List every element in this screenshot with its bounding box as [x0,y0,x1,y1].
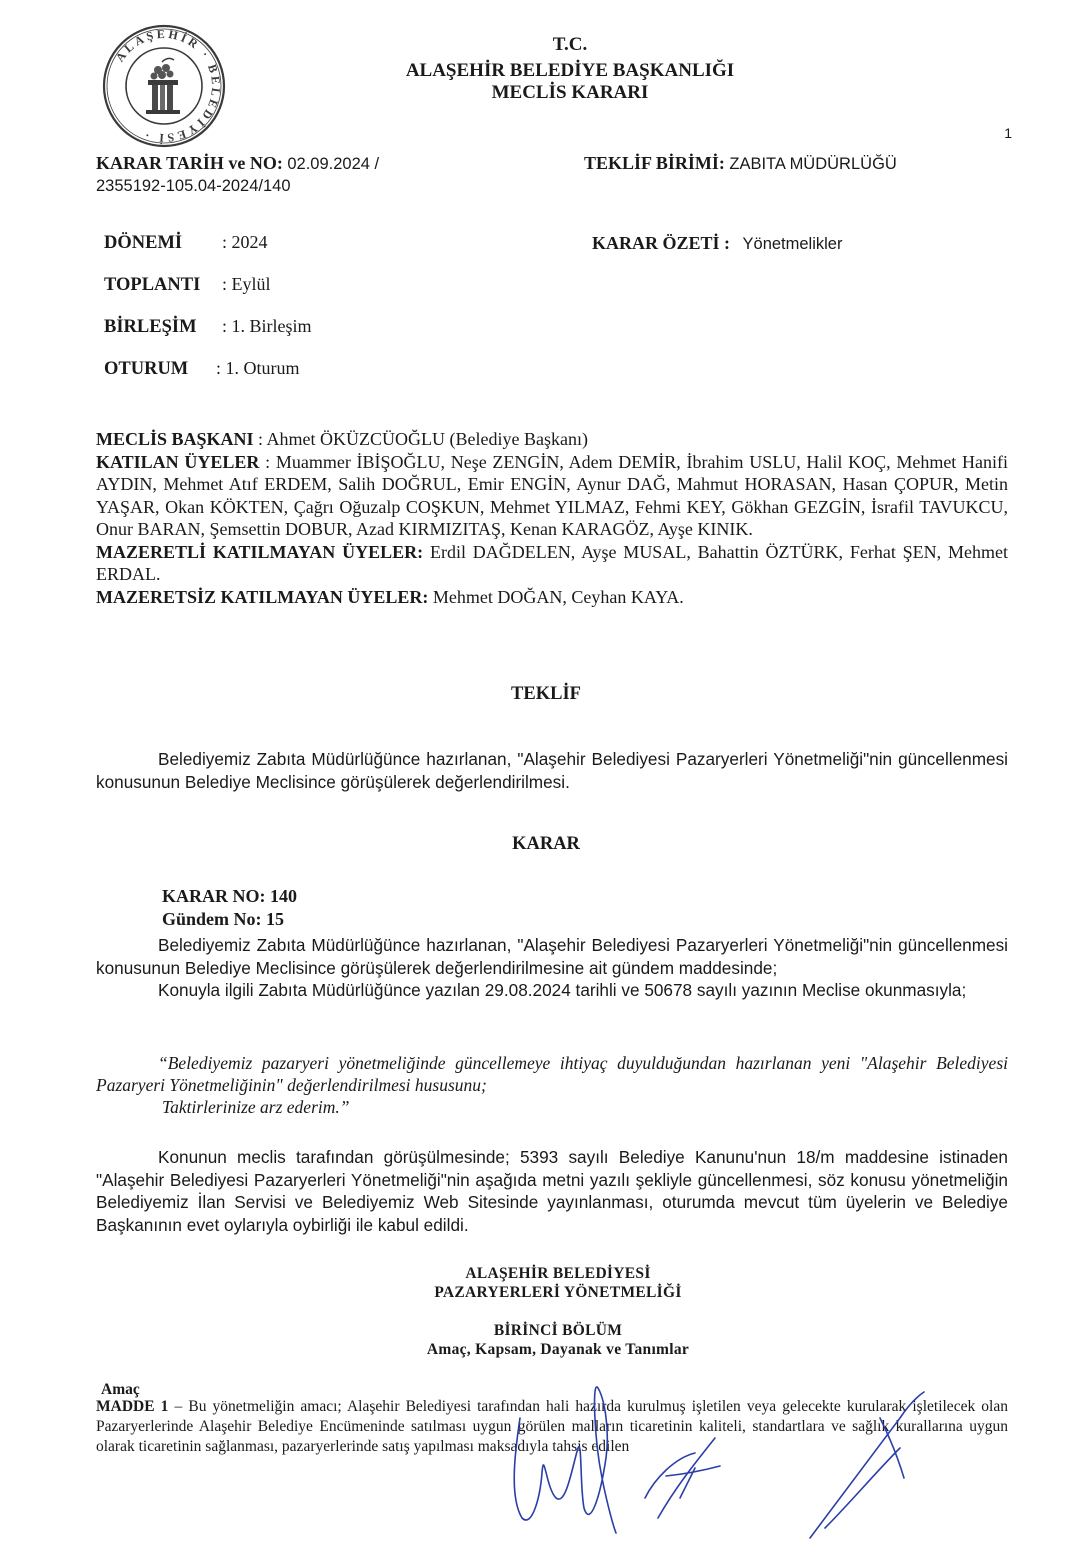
toplanti-label: TOPLANTI [104,275,201,295]
signature-3 [810,1392,924,1538]
seal-text: ALAŞEHİR · BELEDİYESİ · [112,26,224,146]
katilan-uyeler-value: : Muammer İBİŞOĞLU, Neşe ZENGİN, Adem DEMİR, İbrahim USLU, Halil KOÇ, Mehmet Hanifi AYDIN, Mehmet Atıf ERDEM, Salih DOĞRUL, Emir ENGİN, Aynur DAĞ, Mahmut HORASAN, Hasan ÇOPUR, Metin YAŞAR, Okan KÖKTEN, Çağrı Oğuzalp COŞKUN, Mehmet YILMAZ, Fehmi KEY, Gökhan GEZGİN, İsrafil TAVUKCU, Onur BARAN, Şemsettin DOBUR, Azad KIRMIZITAŞ, Kenan KARAGÖZ, Ayşe KINIK. [96,451,1009,539]
regulation-title-1: ALAŞEHİR BELEDİYESİ [465,1265,651,1282]
katilan-uyeler-label: KATILAN ÜYELER [96,451,260,472]
katilan-uyeler [96,451,1008,541]
meclis-baskani-label: MECLİS BAŞKANI [96,429,254,449]
karar-title: KARAR [512,834,580,854]
chapter-title: BİRİNCİ BÖLÜM [493,1322,623,1339]
teklif-text: Belediyemiz Zabıta Müdürlüğünce hazırlanan, "Alaşehir Belediyesi Pazaryerleri Yönetmeliği"nin güncellenmesi konusunun Belediye Meclisince görüşülerek değerlendirilmesi. [96,749,1008,792]
regulation-title-2: PAZARYERLERİ YÖNETMELİĞİ [434,1284,682,1301]
toplanti-value: : Eylül [222,274,271,294]
members-section [96,428,1008,608]
toplanti-row [104,274,271,296]
karar-quote-2: Taktirlerinize arz ederim.” [162,1097,350,1117]
madde-1-label: MADDE 1 [96,1398,169,1415]
karar-ozeti [592,232,842,255]
donemi-label: DÖNEMİ [104,233,183,253]
karar-ozeti-value: Yönetmelikler [742,235,843,253]
birlesim-value: : 1. Birleşim [222,316,312,336]
karar-value-2: 2355192-105.04-2024/140 [96,177,291,195]
header-document-type: MECLİS KARARI [491,82,649,103]
amac-heading: Amaç [101,1381,140,1398]
karar-decision-block [96,1146,1008,1236]
header-institution: ALAŞEHİR BELEDİYE BAŞKANLIĞI [405,60,735,81]
teklif-birimi-label: TEKLİF BİRİMİ: [584,153,725,173]
meclis-baskani-value: : Ahmet ÖKÜZCÜOĞLU (Belediye Başkanı) [258,429,588,449]
teklif-birimi-value: ZABITA MÜDÜRLÜĞÜ [729,155,897,173]
karar-label: KARAR TARİH ve NO: [96,153,283,173]
mazeretli-label: MAZERETLİ KATILMAYAN ÜYELER: [96,541,424,562]
karar-ozeti-label: KARAR ÖZETİ : [592,233,731,253]
karar-p2: Konuyla ilgili Zabıta Müdürlüğünce yazılan 29.08.2024 tarihli ve 50678 sayılı yazının Meclise okunmasıyla; [158,980,967,1000]
oturum-label: OTURUM [104,359,189,379]
mazeretli-value: Erdil DAĞDELEN, Ayşe MUSAL, Bahattin ÖZTÜRK, Ferhat ŞEN, Mehmet ERDAL. [96,541,1008,584]
teklif-birimi [584,152,897,175]
donemi-value: : 2024 [222,232,268,252]
signatures [480,1378,950,1548]
karar-no: KARAR NO: 140 [162,886,297,906]
karar-value-1: 02.09.2024 / [287,155,380,173]
signature-1 [514,1387,616,1533]
donemi-row [104,232,268,254]
birlesim-row [104,316,312,338]
signature-2 [645,1438,720,1518]
meclis-baskani [96,428,1008,451]
mazeretsiz-label: MAZERETSİZ KATILMAYAN ÜYELER: [96,586,429,607]
karar-quote-1: “Belediyemiz pazaryeri yönetmeliğinde güncellemeye ihtiyaç duyulduğundan hazırlanan yeni "Alaşehir Belediyesi Pazaryeri Yönetmeliğinin" değerlendirilmesi hususunu; [96,1053,1008,1095]
oturum-row [104,358,300,380]
oturum-value: : 1. Oturum [216,358,300,378]
madde-1-text: – Bu yönetmeliğin amacı; Alaşehir Belediyesi tarafından hali hazırda kurulmuş işletilen veya gelecekte kurularak işletilecek olan Pazaryerlerinde Alaşehir Belediye Encümeninde satılması uygun görülen malların ticaretinin kaliteli, standartlara ve sağlık kurallarına uygun olarak ticaretinin sağlanması, pazaryerlerinde satış yapılması maksadıyla tahsis edilen [96,1398,1008,1455]
mazeretli-katilmayan [96,541,1008,586]
header-tc: T.C. [552,34,588,55]
karar-date-no [96,152,379,175]
karar-p1: Belediyemiz Zabıta Müdürlüğünce hazırlanan, "Alaşehir Belediyesi Pazaryerleri Yönetmeliği"nin güncellenmesi konusunun Belediye Meclisince görüşülerek değerlendirilmesine ait gündem maddesinde; [96,935,1008,978]
mazeretsiz-value: Mehmet DOĞAN, Ceyhan KAYA. [432,586,684,607]
chapter-subtitle: Amaç, Kapsam, Dayanak ve Tanımlar [426,1341,690,1358]
karar-p3: Konunun meclis tarafından görüşülmesinde; 5393 sayılı Belediye Kanunu'nun 18/m maddesine istinaden "Alaşehir Belediyesi Pazaryerleri Yönetmeliği"nin aşağıda metni yazılı şekliyle güncellenmesi, söz konusu yönetmeliğin Belediyemiz İlan Servisi ve Belediyemiz Web Sitesinde yayınlanması, oturumda mevcut tüm üyelerin ve Belediye Başkanının evet oylarıyla oybirliği ile kabul edildi. [96,1147,1008,1235]
page-number: 1 [1004,125,1012,141]
karar-quote [96,1052,1008,1118]
mazeretsiz-katilmayan [96,586,1008,609]
birlesim-label: BİRLEŞİM [104,317,197,337]
karar-paragraphs [96,934,1008,1002]
teklif-text-block [96,748,1008,793]
gundem-no: Gündem No: 15 [162,909,285,929]
teklif-title: TEKLİF [511,684,581,704]
